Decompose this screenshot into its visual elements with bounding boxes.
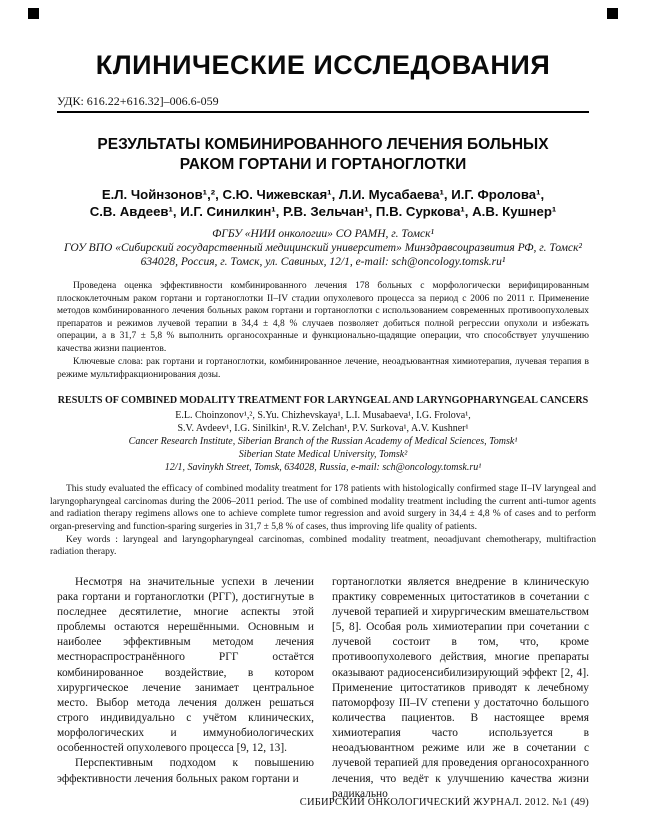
authors-en-line1: E.L. Choinzonov¹,², S.Yu. Chizhevskaya¹, L.I. Musabaeva¹, I.G. Frolova¹, [175,410,471,422]
journal-footer: СИБИРСКИЙ ОНКОЛОГИЧЕСКИЙ ЖУРНАЛ. 2012. №1 (49) [299,797,589,808]
abstract-ru [57,280,589,381]
abstract-en-text: This study evaluated the efficacy of combined modality treatment for 178 patients with histologically confirmed stage II–IV laryngeal and laryngopharyngeal carcinomas during the 2006–2011 period. The use of combined modality treatment including the current anti-tumor agents and radiation therapy regimens allows one to achieve complete tumor regression and avoid surgery in 34,4 ± 4,8 % of cases and to perform organ-preserving and function-sparing surgeries in 31,7 ± 5,8 % of cases, thus improving life quality of patients. [50,484,596,532]
affiliation-en-3: 12/1, Savinykh Street, Tomsk, 634028, Russia, e-mail: sch@oncology.tomsk.ru¹ [164,462,482,474]
article-title-en: RESULTS OF COMBINED MODALITY TREATMENT FOR LARYNGEAL AND LARYNGOPHARYNGEAL CANCERS [57,395,589,407]
body-paragraph: гортаноглотки является внедрение в клиническую практику современных цитостатиков в сочетании с лучевой терапией и хирургическим вмешательством [5, 8]. Особая роль химиотерапии при сочетании с лучевой состоит в том, что, кроме противоопухолевого действия, многие препараты оказывают радиосенсибилизирующий эффект [2, 4]. Применение цитостатиков приводят к лечебному патоморфозу III–IV степени у достаточно большого количества пациентов. В настоящее время химиотерапия часто используется в неоадъювантном режиме или же в сочетании с лучевой терапией для проведения органосохранного лечения, что ведёт к улучшению качества жизни радикально [332,575,589,800]
crop-mark-left-icon [28,8,39,19]
authors-en-line2: S.V. Avdeev¹, I.G. Sinilkin¹, R.V. Zelchan¹, P.V. Surkova¹, A.V. Kushner¹ [177,423,469,435]
english-header-block [0,394,646,474]
affiliations-ru [0,228,646,269]
affiliation-ru-1: ФГБУ «НИИ онкологии» СО РАМН, г. Томск¹ [212,228,434,241]
affiliation-ru-3: 634028, Россия, г. Томск, ул. Савиных, 12/1, e-mail: sch@oncology.tomsk.ru¹ [140,255,506,268]
body-paragraph: Перспективным подходом к повышению эффективности лечения больных раком гортани и [57,757,314,785]
article-title-ru [0,135,646,175]
affiliations-en [0,435,646,474]
authors-en [0,409,646,435]
article-title-ru-line2: РАКОМ ГОРТАНИ И ГОРТАНОГЛОТКИ [179,155,467,173]
body-paragraph: Несмотря на значительные успехи в лечении рака гортани и гортаноглотки (РГГ), достигнутые в последнее десятилетие, многие аспекты этой проблемы остаются нерешёнными. Основным и наиболее эффективным методом лечения местнораспространённого РГГ остаётся комбинированное воздействие, в котором хирургическое лечение занимает центральное место. Выбор метода лечения должен решаться строго индивидуально с учётом клинических, морфологических и иммунобиологических особенностей опухолевого процесса [9, 12, 13]. [57,575,314,755]
crop-mark-right-icon [607,8,618,19]
section-title: КЛИНИЧЕСКИЕ ИССЛЕДОВАНИЯ [95,50,551,80]
authors-ru-line2: С.В. Авдеев¹, И.Г. Синилкин¹, Р.В. Зельчан¹, П.В. Суркова¹, А.В. Кушнер¹ [89,203,557,219]
udc-code: УДК: 616.22+616.32]–006.6-059 [57,94,219,108]
keywords-en: Key words : laryngeal and laryngopharyngeal carcinomas, combined modality treatment, neoadjuvant chemotherapy, multifraction radiation therapy. [50,534,596,558]
body-columns [57,575,589,802]
affiliation-en-2: Siberian State Medical University, Tomsk² [238,449,408,461]
keywords-ru: Ключевые слова: рак гортани и гортаноглотки, комбинированное лечение, неоадъювантная химиотерапия, лучевая терапия в режиме мультифракционирования дозы. [57,357,589,380]
body-column-right [332,575,589,802]
header-rule [57,111,589,113]
authors-ru-line1: Е.Л. Чойнзонов¹,², С.Ю. Чижевская¹, Л.И. Мусабаева¹, И.Г. Фролова¹, [101,186,545,202]
authors-ru [0,187,646,221]
abstract-en [50,483,596,558]
abstract-ru-text: Проведена оценка эффективности комбинированного лечения 178 больных с морфологически верифицированным плоскоклеточным раком гортани и гортаноглотки II–IV стадии опухолевого процесса за период с 2006 по 2011 г. Применение методов комбинированного лечения больных раком гортани и гортаноглотки с использованием современных противоопухолевых препаратов и режимов лучевой терапии в 34,4 ± 4,8 % случаев позволяет добиться полной регрессии опухоли и избежать операции, а в 31,7 ± 5,8 % выполнить органосохранные и функционально-щадящие операции, что способствует улучшению качества жизни пациентов. [57,281,589,354]
article-title-ru-line1: РЕЗУЛЬТАТЫ КОМБИНИРОВАННОГО ЛЕЧЕНИЯ БОЛЬНЫХ [97,136,549,153]
affiliation-ru-2: ГОУ ВПО «Сибирский государственный медицинский университет» Минздравсоцразвития РФ, г. Томск² [64,242,582,254]
body-column-left [57,575,314,802]
affiliation-en-1: Cancer Research Institute, Siberian Branch of the Russian Academy of Medical Sciences, Tomsk¹ [128,436,518,448]
